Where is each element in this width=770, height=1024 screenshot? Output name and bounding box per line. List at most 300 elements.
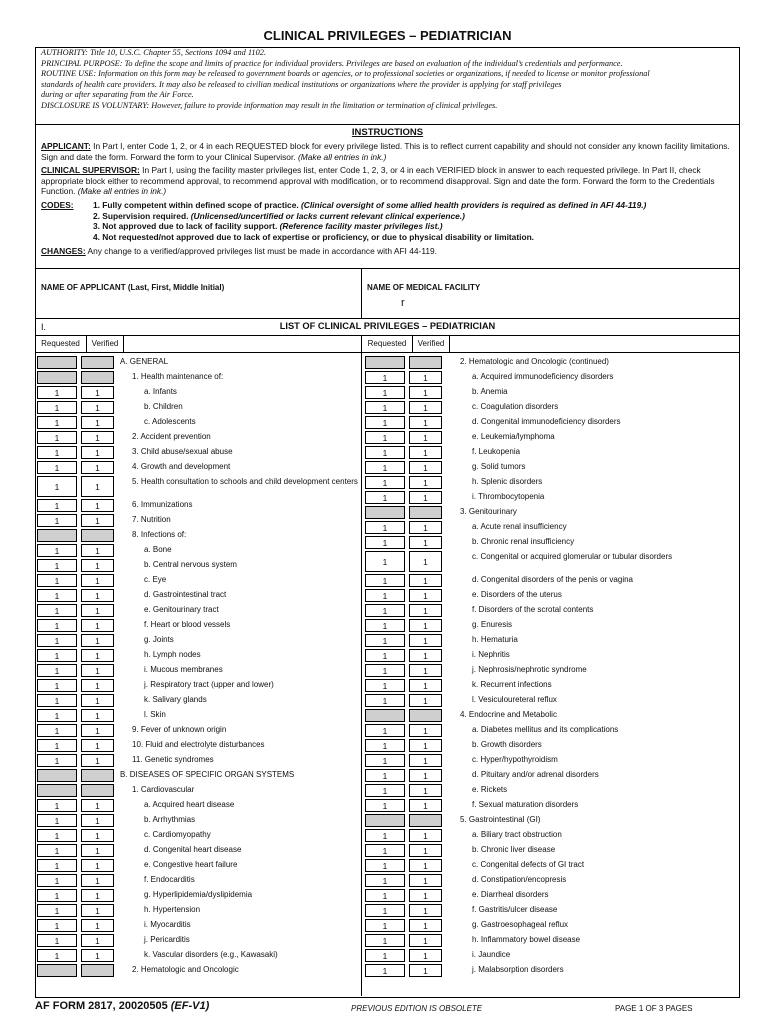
privilege-row — [35, 738, 387, 753]
privilege-label: f. Disorders of the scrotal contents — [472, 605, 594, 614]
verified-code-field[interactable]: 1 — [81, 544, 114, 557]
privilege-row — [35, 370, 387, 385]
requested-code-field[interactable]: 1 — [365, 461, 405, 474]
requested-code-field[interactable]: 1 — [37, 461, 77, 474]
requested-code-field[interactable]: 1 — [365, 476, 405, 489]
verified-code-field[interactable]: 1 — [409, 844, 442, 857]
verified-code-field[interactable]: 1 — [409, 949, 442, 962]
verified-code-field[interactable]: 1 — [409, 649, 442, 662]
privilege-row — [35, 460, 387, 475]
requested-code-field[interactable]: 1 — [37, 446, 77, 459]
requested-code-field[interactable]: 1 — [365, 574, 405, 587]
requested-code-field[interactable]: 1 — [365, 769, 405, 782]
privilege-label: f. Gastritis/ulcer disease — [472, 905, 558, 914]
verified-code-field — [81, 356, 114, 369]
verified-code-field[interactable]: 1 — [81, 476, 114, 497]
codes-list — [93, 200, 646, 242]
requested-code-field[interactable]: 1 — [365, 446, 405, 459]
verified-code-field[interactable]: 1 — [81, 739, 114, 752]
instructions-block — [35, 141, 740, 260]
privilege-label: 1. Health maintenance of: — [132, 372, 224, 381]
privilege-label: h. Hypertension — [144, 905, 201, 914]
privilege-label: j. Malabsorption disorders — [472, 965, 564, 974]
privilege-row — [35, 558, 387, 573]
privilege-label: 4. Growth and development — [132, 462, 231, 471]
privilege-row — [363, 520, 715, 535]
routine-use-line-3: during or after separating from the Air Force. — [41, 90, 194, 100]
privilege-row — [35, 678, 387, 693]
privilege-label: i. Thrombocytopenia — [472, 492, 545, 501]
verified-code-field[interactable]: 1 — [81, 664, 114, 677]
requested-code-field[interactable]: 1 — [365, 754, 405, 767]
verified-code-field[interactable]: 1 — [409, 934, 442, 947]
verified-code-field[interactable]: 1 — [81, 829, 114, 842]
col-verified-left: Verified — [87, 336, 124, 352]
requested-code-field[interactable]: 1 — [365, 844, 405, 857]
privilege-label: b. Children — [144, 402, 183, 411]
verified-code-field[interactable]: 1 — [409, 634, 442, 647]
requested-code-field[interactable]: 1 — [37, 634, 77, 647]
privilege-row — [35, 430, 387, 445]
privilege-label: i. Nephritis — [472, 650, 510, 659]
requested-code-field[interactable]: 1 — [37, 814, 77, 827]
privilege-label: 6. Immunizations — [132, 500, 193, 509]
requested-code-field[interactable]: 1 — [365, 799, 405, 812]
requested-code-field[interactable]: 1 — [37, 604, 77, 617]
applicant-name-label: NAME OF APPLICANT (Last, First, Middle Initial) — [41, 283, 225, 292]
requested-code-field[interactable]: 1 — [37, 724, 77, 737]
privilege-label: h. Splenic disorders — [472, 477, 543, 486]
privilege-label: a. Biliary tract obstruction — [472, 830, 562, 839]
requested-code-field — [365, 356, 405, 369]
verified-code-field[interactable]: 1 — [81, 461, 114, 474]
codes-label: CODES: — [41, 199, 74, 210]
verified-code-field[interactable]: 1 — [409, 431, 442, 444]
privilege-row — [363, 753, 715, 768]
privilege-label: h. Lymph nodes — [144, 650, 201, 659]
verified-code-field — [81, 371, 114, 384]
verified-code-field[interactable]: 1 — [409, 859, 442, 872]
privilege-label: a. Acute renal insufficiency — [472, 522, 567, 531]
requested-code-field[interactable]: 1 — [365, 619, 405, 632]
requested-code-field[interactable]: 1 — [365, 784, 405, 797]
requested-code-field[interactable]: 1 — [37, 694, 77, 707]
requested-code-field[interactable]: 1 — [365, 536, 405, 549]
verified-code-field[interactable]: 1 — [409, 476, 442, 489]
requested-code-field[interactable]: 1 — [37, 739, 77, 752]
privilege-row — [35, 445, 387, 460]
verified-code-field[interactable]: 1 — [81, 724, 114, 737]
verified-code-field[interactable]: 1 — [81, 499, 114, 512]
privilege-row — [35, 648, 387, 663]
requested-code-field — [37, 529, 77, 542]
authority-line: AUTHORITY: Title 10, U.S.C. Chapter 55, Sections 1094 and 1102. — [41, 48, 266, 57]
applicant-instructions — [41, 141, 734, 162]
privilege-label: 2. Hematologic and Oncologic (continued) — [460, 357, 609, 366]
privilege-label: b. Growth disorders — [472, 740, 542, 749]
verified-code-field[interactable]: 1 — [81, 814, 114, 827]
verified-code-field[interactable]: 1 — [81, 889, 114, 902]
code-note: (Reference facility master privileges list.) — [279, 221, 443, 232]
verified-code-field[interactable]: 1 — [409, 694, 442, 707]
verified-code-field[interactable]: 1 — [409, 491, 442, 504]
requested-code-field[interactable]: 1 — [365, 521, 405, 534]
verified-code-field[interactable]: 1 — [81, 934, 114, 947]
privilege-label: 8. Infections of: — [132, 530, 187, 539]
verified-code-field[interactable]: 1 — [409, 574, 442, 587]
verified-code-field[interactable]: 1 — [81, 634, 114, 647]
requested-code-field[interactable]: 1 — [37, 514, 77, 527]
privilege-label: g. Gastroesophageal reflux — [472, 920, 569, 929]
requested-code-field[interactable]: 1 — [37, 859, 77, 872]
requested-code-field[interactable]: 1 — [37, 544, 77, 557]
privilege-row — [363, 475, 715, 490]
section-title: LIST OF CLINICAL PRIVILEGES – PEDIATRICIAN — [279, 321, 496, 331]
requested-code-field[interactable]: 1 — [37, 889, 77, 902]
requested-code-field[interactable]: 1 — [37, 416, 77, 429]
privilege-label: f. Sexual maturation disorders — [472, 800, 579, 809]
privilege-label: 1. Cardiovascular — [132, 785, 195, 794]
requested-code-field[interactable]: 1 — [37, 844, 77, 857]
requested-code-field[interactable]: 1 — [365, 491, 405, 504]
privileges-left-column — [35, 355, 387, 978]
code-item — [93, 211, 646, 222]
verified-code-field[interactable]: 1 — [81, 589, 114, 602]
code-item — [93, 232, 646, 243]
verified-code-field[interactable]: 1 — [81, 919, 114, 932]
verified-code-field[interactable]: 1 — [409, 619, 442, 632]
privilege-row — [35, 768, 387, 783]
requested-code-field — [37, 769, 77, 782]
requested-code-field — [37, 371, 77, 384]
privilege-row — [363, 535, 715, 550]
verified-code-field[interactable]: 1 — [81, 446, 114, 459]
requested-code-field[interactable]: 1 — [37, 754, 77, 767]
privilege-label: d. Congenital immunodeficiency disorders — [472, 417, 621, 426]
requested-code-field[interactable]: 1 — [365, 919, 405, 932]
privilege-row — [35, 873, 387, 888]
verified-code-field[interactable]: 1 — [409, 679, 442, 692]
code-item — [93, 200, 646, 211]
divider — [361, 268, 362, 318]
privilege-row — [363, 813, 715, 828]
verified-code-field[interactable]: 1 — [81, 619, 114, 632]
privilege-label: b. Chronic liver disease — [472, 845, 556, 854]
privilege-row — [363, 445, 715, 460]
col-requested-left: Requested — [35, 336, 87, 352]
privilege-label: l. Vesiculoureteral reflux — [472, 695, 557, 704]
requested-code-field[interactable]: 1 — [37, 679, 77, 692]
verified-code-field[interactable]: 1 — [81, 604, 114, 617]
verified-code-field[interactable]: 1 — [81, 401, 114, 414]
privilege-label: A. GENERAL — [120, 357, 169, 366]
privilege-label: 5. Gastrointestinal (GI) — [460, 815, 541, 824]
requested-code-field[interactable]: 1 — [365, 739, 405, 752]
verified-code-field[interactable]: 1 — [409, 551, 442, 572]
verified-code-field[interactable]: 1 — [409, 754, 442, 767]
requested-code-field[interactable]: 1 — [37, 499, 77, 512]
privilege-label: 7. Nutrition — [132, 515, 171, 524]
privilege-label: i. Mucous membranes — [144, 665, 223, 674]
verified-code-field[interactable]: 1 — [81, 416, 114, 429]
requested-code-field[interactable]: 1 — [365, 604, 405, 617]
requested-code-field[interactable]: 1 — [365, 401, 405, 414]
privilege-row — [35, 963, 387, 978]
verified-code-field[interactable]: 1 — [409, 784, 442, 797]
privilege-label: c. Coagulation disorders — [472, 402, 559, 411]
privilege-row — [35, 400, 387, 415]
privilege-row — [35, 663, 387, 678]
privilege-row — [35, 888, 387, 903]
verified-code-field[interactable]: 1 — [81, 754, 114, 767]
privilege-row — [35, 918, 387, 933]
requested-code-field — [37, 784, 77, 797]
requested-code-field[interactable]: 1 — [37, 476, 77, 497]
verified-code-field[interactable]: 1 — [409, 521, 442, 534]
privilege-label: c. Congenital or acquired glomerular or tubular disorders — [472, 552, 673, 561]
privilege-label: 9. Fever of unknown origin — [132, 725, 227, 734]
requested-code-field[interactable]: 1 — [37, 559, 77, 572]
privilege-row — [363, 798, 715, 813]
requested-code-field[interactable]: 1 — [365, 829, 405, 842]
verified-code-field[interactable]: 1 — [409, 874, 442, 887]
privilege-label: d. Pituitary and/or adrenal disorders — [472, 770, 599, 779]
privilege-label: e. Leukemia/lymphoma — [472, 432, 555, 441]
requested-code-field[interactable]: 1 — [37, 904, 77, 917]
form-title: CLINICAL PRIVILEGES – PEDIATRICIAN — [263, 28, 512, 43]
requested-code-field[interactable]: 1 — [37, 919, 77, 932]
verified-code-field[interactable]: 1 — [409, 446, 442, 459]
code-text: 2. Supervision required. — [93, 210, 191, 221]
privilege-row — [363, 385, 715, 400]
requested-code-field[interactable]: 1 — [37, 874, 77, 887]
privilege-label: a. Acquired heart disease — [144, 800, 235, 809]
verified-code-field[interactable]: 1 — [81, 859, 114, 872]
verified-code-field[interactable]: 1 — [409, 799, 442, 812]
privilege-row — [35, 798, 387, 813]
form-number — [35, 1000, 209, 1012]
requested-code-field[interactable]: 1 — [365, 889, 405, 902]
privilege-row — [35, 843, 387, 858]
verified-code-field — [81, 769, 114, 782]
verified-code-field[interactable]: 1 — [81, 574, 114, 587]
privilege-row — [363, 888, 715, 903]
privilege-label: d. Congenital heart disease — [144, 845, 242, 854]
requested-code-field[interactable]: 1 — [365, 551, 405, 572]
verified-code-field[interactable]: 1 — [409, 461, 442, 474]
verified-code-field[interactable]: 1 — [81, 799, 114, 812]
requested-code-field[interactable]: 1 — [365, 431, 405, 444]
requested-code-field[interactable]: 1 — [37, 709, 77, 722]
verified-code-field[interactable]: 1 — [409, 889, 442, 902]
code-item — [93, 221, 646, 232]
privilege-row — [363, 693, 715, 708]
edition-note: PREVIOUS EDITION IS OBSOLETE — [351, 1004, 483, 1013]
code-text: 1. Fully competent within defined scope of practice. — [93, 199, 302, 210]
requested-code-field[interactable]: 1 — [365, 724, 405, 737]
requested-code-field[interactable]: 1 — [37, 401, 77, 414]
verified-code-field[interactable]: 1 — [409, 904, 442, 917]
privilege-row — [35, 513, 387, 528]
privacy-act-statement — [35, 48, 740, 112]
verified-code-field[interactable]: 1 — [409, 386, 442, 399]
routine-use-line-2: standards of health care providers. It may also be released to civilian medical institutions or organizations where the provider is applying for staff privileges — [41, 79, 562, 89]
privilege-row — [35, 708, 387, 723]
privilege-row — [35, 528, 387, 543]
requested-code-field — [37, 356, 77, 369]
privilege-label: h. Hematuria — [472, 635, 518, 644]
requested-code-field[interactable]: 1 — [37, 386, 77, 399]
verified-code-field[interactable]: 1 — [409, 604, 442, 617]
applicant-name-field[interactable] — [35, 268, 361, 318]
requested-code-field[interactable]: 1 — [365, 386, 405, 399]
requested-code-field[interactable]: 1 — [365, 371, 405, 384]
verified-code-field[interactable]: 1 — [81, 844, 114, 857]
form-number-text: AF FORM 2817, 20020505 — [35, 1000, 171, 1012]
requested-code-field[interactable]: 1 — [37, 664, 77, 677]
requested-code-field[interactable]: 1 — [37, 619, 77, 632]
requested-code-field[interactable]: 1 — [365, 859, 405, 872]
verified-code-field[interactable]: 1 — [81, 431, 114, 444]
privilege-row — [363, 633, 715, 648]
verified-code-field[interactable]: 1 — [409, 664, 442, 677]
privilege-label: f. Endocarditis — [144, 875, 195, 884]
requested-code-field[interactable]: 1 — [365, 664, 405, 677]
facility-name-field[interactable]: r — [401, 297, 405, 309]
requested-code-field[interactable]: 1 — [37, 589, 77, 602]
privilege-label: i. Myocarditis — [144, 920, 191, 929]
verified-code-field[interactable]: 1 — [409, 919, 442, 932]
privilege-row — [35, 903, 387, 918]
requested-code-field[interactable]: 1 — [365, 964, 405, 977]
privilege-label: a. Bone — [144, 545, 172, 554]
requested-code-field[interactable]: 1 — [37, 574, 77, 587]
verified-code-field[interactable]: 1 — [409, 964, 442, 977]
privilege-label: j. Respiratory tract (upper and lower) — [144, 680, 274, 689]
verified-code-field[interactable]: 1 — [81, 679, 114, 692]
privilege-row — [35, 573, 387, 588]
applicant-note: (Make all entries in ink.) — [297, 151, 387, 162]
privilege-label: 3. Genitourinary — [460, 507, 517, 516]
verified-code-field[interactable]: 1 — [81, 874, 114, 887]
privilege-label: e. Rickets — [472, 785, 508, 794]
verified-code-field — [409, 709, 442, 722]
privilege-row — [363, 708, 715, 723]
requested-code-field[interactable]: 1 — [37, 949, 77, 962]
privilege-label: 5. Health consultation to schools and child development centers — [132, 477, 358, 486]
privilege-label: c. Eye — [144, 575, 167, 584]
verified-code-field[interactable]: 1 — [409, 536, 442, 549]
code-note: (Unlicensed/uncertified or lacks current relevant clinical experience.) — [190, 210, 465, 221]
privilege-row — [363, 550, 715, 573]
verified-code-field[interactable]: 1 — [81, 514, 114, 527]
verified-code-field[interactable]: 1 — [409, 371, 442, 384]
privilege-row — [35, 385, 387, 400]
form-version: (EF-V1) — [170, 1000, 210, 1012]
requested-code-field[interactable]: 1 — [365, 949, 405, 962]
privilege-label: i. Jaundice — [472, 950, 511, 959]
verified-code-field[interactable]: 1 — [81, 559, 114, 572]
privilege-row — [363, 963, 715, 978]
privilege-label: c. Cardiomyopathy — [144, 830, 211, 839]
privilege-label: k. Salivary glands — [144, 695, 207, 704]
privilege-row — [35, 415, 387, 430]
privilege-label: k. Vascular disorders (e.g., Kawasaki) — [144, 950, 278, 959]
supervisor-note: (Make all entries in ink.) — [77, 186, 167, 197]
requested-code-field — [365, 814, 405, 827]
privilege-label: c. Adolescents — [144, 417, 196, 426]
privilege-label: 2. Hematologic and Oncologic — [132, 965, 239, 974]
requested-code-field[interactable]: 1 — [37, 829, 77, 842]
verified-code-field[interactable]: 1 — [409, 724, 442, 737]
verified-code-field[interactable]: 1 — [81, 949, 114, 962]
verified-code-field — [409, 814, 442, 827]
privilege-label: d. Gastrointestinal tract — [144, 590, 227, 599]
privilege-row — [363, 490, 715, 505]
privilege-row — [35, 813, 387, 828]
verified-code-field[interactable]: 1 — [409, 401, 442, 414]
supervisor-text: In Part I, using the facility master privileges list, enter Code 1, 2, 3, or 4 in each VERIFIED block in answer to each requested privilege. In Part II, check appropriate block either to recommend approval, to recommend approval with modification, or to recommend disapproval. Sign and date the form. Forward the form to the Credentials Function. — [41, 165, 715, 197]
requested-code-field[interactable]: 1 — [37, 649, 77, 662]
requested-code-field[interactable]: 1 — [365, 589, 405, 602]
privilege-row — [35, 723, 387, 738]
privilege-row — [363, 460, 715, 475]
requested-code-field[interactable]: 1 — [37, 799, 77, 812]
verified-code-field[interactable]: 1 — [409, 416, 442, 429]
requested-code-field — [37, 964, 77, 977]
privilege-row — [35, 475, 387, 498]
privilege-row — [35, 753, 387, 768]
privilege-row — [363, 603, 715, 618]
requested-code-field[interactable]: 1 — [365, 694, 405, 707]
requested-code-field — [365, 709, 405, 722]
verified-code-field[interactable]: 1 — [409, 769, 442, 782]
verified-code-field — [409, 506, 442, 519]
privilege-label: g. Hyperlipidemia/dyslipidemia — [144, 890, 253, 899]
page-number: PAGE 1 OF 3 PAGES — [615, 1004, 693, 1013]
requested-code-field[interactable]: 1 — [365, 634, 405, 647]
requested-code-field[interactable]: 1 — [365, 874, 405, 887]
verified-code-field[interactable]: 1 — [409, 829, 442, 842]
verified-code-field[interactable]: 1 — [81, 904, 114, 917]
privilege-label: d. Congenital disorders of the penis or vagina — [472, 575, 633, 584]
requested-code-field[interactable]: 1 — [365, 416, 405, 429]
applicant-label: APPLICANT: — [41, 141, 91, 151]
privilege-row — [35, 948, 387, 963]
codes-block — [41, 200, 734, 242]
verified-code-field[interactable]: 1 — [81, 649, 114, 662]
requested-code-field[interactable]: 1 — [365, 904, 405, 917]
requested-code-field[interactable]: 1 — [37, 431, 77, 444]
requested-code-field[interactable]: 1 — [365, 649, 405, 662]
verified-code-field — [409, 356, 442, 369]
verified-code-field[interactable]: 1 — [81, 386, 114, 399]
requested-code-field[interactable]: 1 — [37, 934, 77, 947]
verified-code-field[interactable]: 1 — [81, 694, 114, 707]
requested-code-field[interactable]: 1 — [365, 679, 405, 692]
privilege-label: g. Enuresis — [472, 620, 513, 629]
privilege-row — [363, 843, 715, 858]
privilege-row — [363, 948, 715, 963]
verified-code-field[interactable]: 1 — [81, 709, 114, 722]
privilege-row — [363, 918, 715, 933]
privilege-row — [35, 543, 387, 558]
verified-code-field[interactable]: 1 — [409, 589, 442, 602]
verified-code-field[interactable]: 1 — [409, 739, 442, 752]
privilege-row — [363, 783, 715, 798]
requested-code-field[interactable]: 1 — [365, 934, 405, 947]
privilege-row — [35, 858, 387, 873]
